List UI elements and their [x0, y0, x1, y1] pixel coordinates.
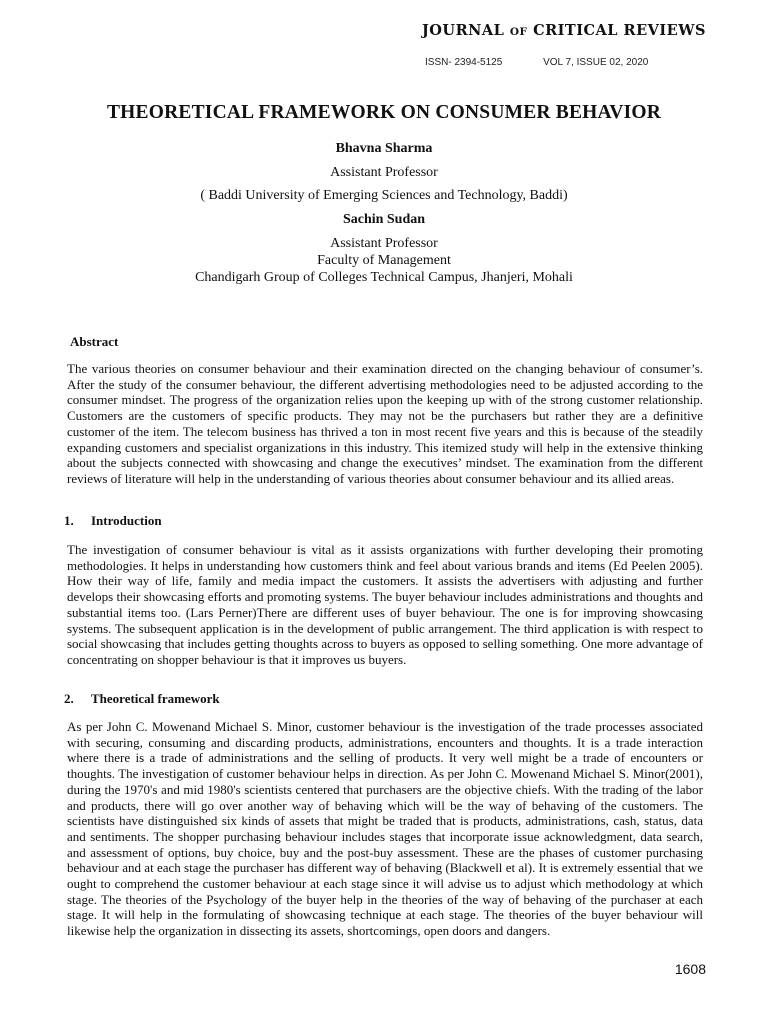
volume-issue: VOL 7, ISSUE 02, 2020 [543, 57, 649, 68]
section-title: Introduction [91, 513, 162, 528]
author1-name: Bhavna Sharma [335, 141, 433, 156]
issn-volume-line [425, 57, 648, 68]
journal-name-part1: JOURNAL [421, 22, 505, 39]
journal-name [422, 22, 706, 39]
introduction-text: The investigation of consumer behaviour is vital as it assists organizations with further developing their promoting methodologies. It helps in understanding how customers think and feel about various brands and items (Ed Peelen 2005). How their way of life, family and media impact the customers. It assists the advertisers with adjusting and further develops their showcasing efforts and promoting systems. The buyer behaviour includes administrations and thoughts and substantial items too. (Lars Perner)There are different uses of buyer behaviour. The one is for improving showcasing systems. The subsequent application is in the development of public arrangement. The third application is with respect to social showcasing that includes getting thoughts across to buyers as opposed to selling something. One more advantage of concentrating on shopper behaviour is that it improves us buyers. [67, 542, 703, 667]
author2-role: Assistant Professor [330, 236, 438, 251]
author2-affiliation: Chandigarh Group of Colleges Technical Campus, Jhanjeri, Mohali [195, 270, 573, 285]
section-heading-theoretical-framework [64, 691, 220, 707]
section-number: 2. [64, 691, 74, 706]
issn: ISSN- 2394-5125 [425, 57, 503, 68]
theoretical-framework-text: As per John C. Mowenand Michael S. Minor, customer behaviour is the investigation of the trade processes associated with securing, consuming and discarding products, administrations, encounters and thoughts. It is a trade interaction where there is a trade of administrations and the selling of products. It very well might be a trade of encounters or thoughts. The investigation of customer behaviour helps in direction. As per John C. Mowenand Michael S. Minor(2001), during the 1970's and mid 1980's scientists centered that purchasers are the objective chiefs. With the trading of the labor and products, there will go over another way of behaving which will be the way of behaving of the customers. The scientists have distinguished six kinds of assets that might be traded that is products, administrations, cash, status, data and sentiments. The shopper purchasing behaviour includes stages that incorporate issue acknowledgment, data search, and assessment of options, buy choice, buy and the post-buy assessment. These are the phases of customer purchasing behaviour and at each stage the purchaser has different way of behaving (Blackwell et al). It is extremely essential that we ought to comprehend the customer behaviour at each stage since it will advise us to adjust which methodology at which stage. The theories of the Psychology of the buyer help in the theories of the way of behaving of the purchaser at each stage. It will help in the formulating of showcasing technique at each stage. The theories of the buyer behaviour will likewise help the organization in dissecting its assets, shortcomings, open doors and dangers. [67, 719, 703, 939]
author2-dept: Faculty of Management [317, 253, 451, 268]
paper-title: THEORETICAL FRAMEWORK ON CONSUMER BEHAVIOR [106, 102, 662, 123]
abstract-heading: Abstract [70, 334, 119, 349]
section-heading-introduction [64, 513, 162, 529]
author1-block [0, 140, 768, 204]
section-number: 1. [64, 513, 74, 528]
journal-name-part2: CRITICAL REVIEWS [533, 22, 706, 39]
page-number: 1608 [674, 961, 706, 977]
author1-role: Assistant Professor [330, 165, 438, 180]
journal-name-of: OF [509, 26, 528, 38]
section-title: Theoretical framework [91, 691, 220, 706]
author2-block [0, 211, 768, 286]
abstract-text: The various theories on consumer behaviour and their examination directed on the changing behaviour of consumer’s. After the study of the consumer behaviour, the different advertising methodologies need to be adjusted according to the consumer mindset. The progress of the organization relies upon the keeping up with of the strong customer relationship. Customers are the customers of specific products. They may not be the purchasers but rather they are a definitive customer of the item. The telecom business has thrived a ton in most recent five years and this is because of the steadily expanding customers and specialist organizations in this industry. This itemized study will help in the extensive thinking about the subjects connected with showcasing and change the executives’ mindset. The examination from the different reviews of literature will help in the understanding of various theories about consumer behaviour and its allied areas. [67, 361, 703, 486]
author1-affiliation: ( Baddi University of Emerging Sciences and Technology, Baddi) [200, 188, 568, 203]
author2-name: Sachin Sudan [342, 212, 426, 227]
